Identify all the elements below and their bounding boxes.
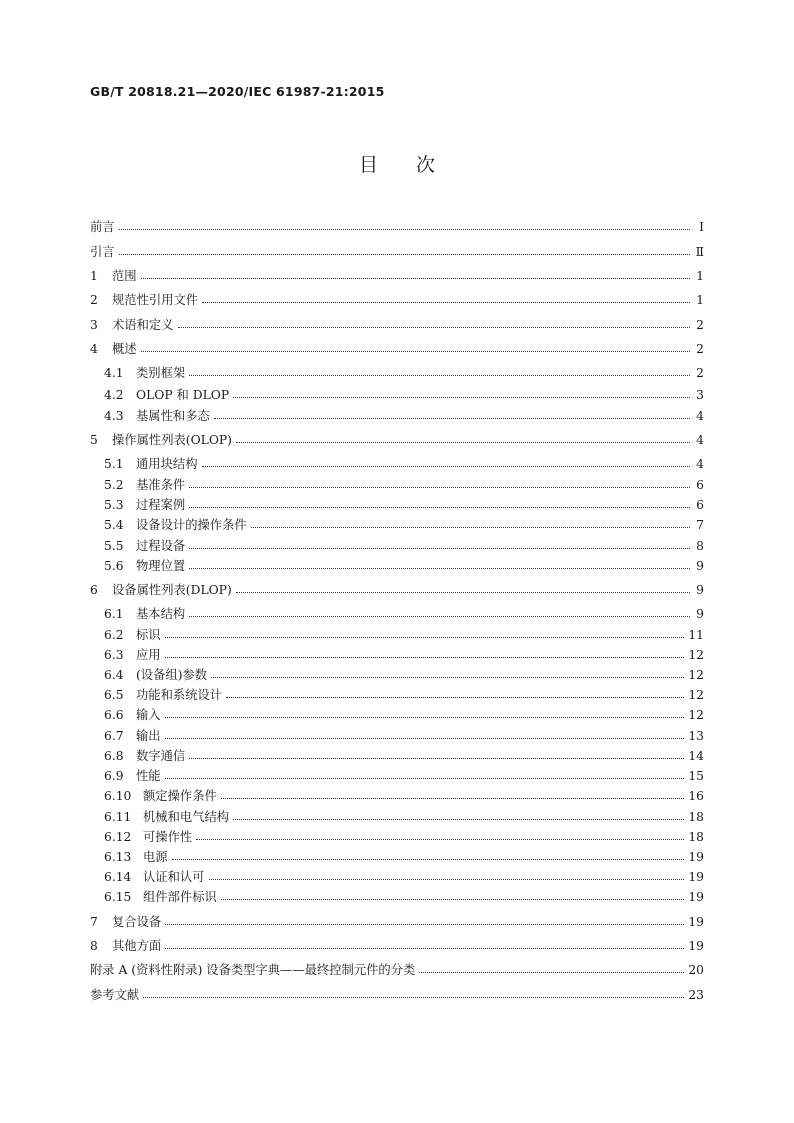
toc-entry-number: 6.3 xyxy=(104,648,124,662)
toc-leader-dots xyxy=(178,327,691,328)
toc-entry-number: 6.15 xyxy=(104,890,132,904)
toc-entry-title: 过程设备 xyxy=(136,539,186,553)
toc-entry-number: 3 xyxy=(90,318,98,332)
toc-entry-page: 12 xyxy=(688,688,704,702)
toc-entry[interactable] xyxy=(90,937,704,955)
toc-entry-number: 6.10 xyxy=(104,789,132,803)
toc-entry[interactable] xyxy=(90,581,704,599)
toc-entry-number: 5 xyxy=(90,433,98,447)
toc-leader-dots xyxy=(189,375,690,376)
toc-entry-number: 5.1 xyxy=(104,457,124,471)
toc-entry[interactable] xyxy=(104,557,704,575)
toc-entry-title: 其他方面 xyxy=(112,939,162,953)
toc-leader-dots xyxy=(165,657,685,658)
toc-entry[interactable] xyxy=(104,666,704,684)
toc-entry-page: 13 xyxy=(688,729,704,743)
toc-entry[interactable] xyxy=(104,706,704,724)
toc-entry[interactable] xyxy=(90,431,704,449)
toc-entry-title: 标识 xyxy=(136,628,161,642)
toc-entry-number: 6.12 xyxy=(104,830,132,844)
toc-leader-dots xyxy=(189,548,690,549)
toc-entry[interactable] xyxy=(104,787,704,805)
toc-entry-title: 应用 xyxy=(136,648,161,662)
toc-entry-number: 4 xyxy=(90,342,98,356)
toc-leader-dots xyxy=(226,697,684,698)
toc-leader-dots xyxy=(165,924,684,925)
toc-entry-number: 6.4 xyxy=(104,668,124,682)
toc-leader-dots xyxy=(236,592,690,593)
toc-leader-dots xyxy=(221,798,685,799)
toc-title: 目次 xyxy=(358,154,473,176)
toc-leader-dots xyxy=(233,397,690,398)
toc-entry-page: 2 xyxy=(696,318,704,332)
toc-entry[interactable] xyxy=(90,986,704,1004)
toc-leader-dots xyxy=(189,758,684,759)
toc-leader-dots xyxy=(236,442,690,443)
toc-entry-title: 设备属性列表(DLOP) xyxy=(112,583,232,597)
toc-leader-dots xyxy=(119,229,690,230)
toc-entry-page: 4 xyxy=(696,457,704,471)
toc-entry-number: 6.13 xyxy=(104,850,132,864)
toc-leader-dots xyxy=(165,778,685,779)
toc-entry-page: Ⅰ xyxy=(699,220,704,234)
toc-entry[interactable] xyxy=(104,727,704,745)
toc-entry-page: 9 xyxy=(696,607,704,621)
toc-entry[interactable] xyxy=(104,476,704,494)
toc-entry[interactable] xyxy=(104,848,704,866)
toc-entry[interactable] xyxy=(90,340,704,358)
toc-entry-title: 功能和系统设计 xyxy=(136,688,223,702)
toc-leader-dots xyxy=(189,568,690,569)
toc-entry[interactable] xyxy=(104,537,704,555)
toc-entry-title: 引言 xyxy=(90,245,115,259)
toc-entry-page: 19 xyxy=(688,850,704,864)
toc-entry-page: 18 xyxy=(688,830,704,844)
toc-entry-page: 6 xyxy=(696,478,704,492)
toc-entry[interactable] xyxy=(90,316,704,334)
toc-leader-dots xyxy=(165,948,684,949)
toc-entry-page: 16 xyxy=(688,789,704,803)
toc-leader-dots xyxy=(233,819,684,820)
toc-entry-title: 类别框架 xyxy=(136,366,186,380)
toc-leader-dots xyxy=(141,278,690,279)
toc-entry-page: 9 xyxy=(696,583,704,597)
toc-entry-title: 术语和定义 xyxy=(112,318,174,332)
toc-leader-dots xyxy=(419,972,684,973)
toc-entry-number: 5.6 xyxy=(104,559,124,573)
toc-entry-page: 2 xyxy=(696,366,704,380)
toc-entry-title: 可操作性 xyxy=(143,830,193,844)
toc-entry-page: 15 xyxy=(688,769,704,783)
toc-entry-number: 6 xyxy=(90,583,98,597)
toc-entry-number: 6.8 xyxy=(104,749,124,763)
toc-entry-number: 6.11 xyxy=(104,810,132,824)
toc-leader-dots xyxy=(221,899,685,900)
toc-entry[interactable] xyxy=(104,808,704,826)
toc-entry-title: 输入 xyxy=(136,708,161,722)
toc-entry-title: 概述 xyxy=(112,342,137,356)
toc-entry-title: 附录 A (资料性附录) 设备类型字典——最终控制元件的分类 xyxy=(90,963,416,977)
toc-entry-title: 基属性和多态 xyxy=(136,409,210,423)
toc-entry-number: 8 xyxy=(90,939,98,953)
toc-entry-page: 4 xyxy=(696,433,704,447)
toc-entry-title: 基准条件 xyxy=(136,478,186,492)
toc-entry-title: 认证和认可 xyxy=(143,870,205,884)
toc-entry-page: 12 xyxy=(688,668,704,682)
toc-entry-page: 19 xyxy=(688,915,704,929)
toc-entry-page: 7 xyxy=(696,518,704,532)
toc-leader-dots xyxy=(119,254,690,255)
toc-entry-number: 2 xyxy=(90,293,98,307)
toc-entry[interactable] xyxy=(90,291,704,309)
toc-entry-page: 11 xyxy=(688,628,704,642)
toc-leader-dots xyxy=(209,879,685,880)
toc-entry-number: 6.2 xyxy=(104,628,124,642)
toc-entry-title: 通用块结构 xyxy=(136,457,198,471)
toc-entry-page: 14 xyxy=(688,749,704,763)
toc-entry-page: 4 xyxy=(696,409,704,423)
toc-entry[interactable] xyxy=(90,913,704,931)
toc-entry-page: 23 xyxy=(688,988,704,1002)
toc-entry-title: 物理位置 xyxy=(136,559,186,573)
toc-entry-page: 1 xyxy=(696,293,704,307)
toc-entry-page: 19 xyxy=(688,870,704,884)
toc-entry-title: 复合设备 xyxy=(112,915,162,929)
toc-entry-title: 规范性引用文件 xyxy=(112,293,199,307)
toc-leader-dots xyxy=(202,466,691,467)
toc-entry[interactable] xyxy=(104,386,704,404)
toc-entry[interactable] xyxy=(104,455,704,473)
toc-entry-page: 1 xyxy=(696,269,704,283)
toc-entry-page: 12 xyxy=(688,648,704,662)
toc-entry-number: 4.1 xyxy=(104,366,124,380)
toc-entry-number: 7 xyxy=(90,915,98,929)
toc-entry-title: 额定操作条件 xyxy=(143,789,217,803)
toc-entry-title: 机械和电气结构 xyxy=(143,810,230,824)
toc-entry[interactable] xyxy=(90,243,704,261)
toc-leader-dots xyxy=(165,717,685,718)
toc-entry-number: 4.3 xyxy=(104,409,124,423)
toc-entry-page: 20 xyxy=(688,963,704,977)
toc-entry[interactable] xyxy=(104,888,704,906)
toc-entry-number: 5.2 xyxy=(104,478,124,492)
toc-leader-dots xyxy=(251,527,690,528)
toc-entry-title: 范围 xyxy=(112,269,137,283)
toc-entry[interactable] xyxy=(104,605,704,623)
toc-entry-page: 19 xyxy=(688,890,704,904)
toc-entry[interactable] xyxy=(104,516,704,534)
toc-leader-dots xyxy=(189,507,690,508)
toc-entry-page: 18 xyxy=(688,810,704,824)
toc-entry[interactable] xyxy=(90,961,704,979)
toc-leader-dots xyxy=(211,677,684,678)
toc-entry-title: (设备组)参数 xyxy=(136,668,208,682)
toc-entry-title: 基本结构 xyxy=(136,607,186,621)
toc-entry[interactable] xyxy=(104,767,704,785)
toc-leader-dots xyxy=(143,997,684,998)
toc-entry[interactable] xyxy=(104,646,704,664)
toc-entry-title: 性能 xyxy=(136,769,161,783)
toc-entry-number: 6.7 xyxy=(104,729,124,743)
toc-entry-number: 6.9 xyxy=(104,769,124,783)
toc-entry-title: 前言 xyxy=(90,220,115,234)
toc-entry-title: 设备设计的操作条件 xyxy=(136,518,247,532)
toc-entry-title: OLOP 和 DLOP xyxy=(136,388,230,402)
toc-entry-number: 6.5 xyxy=(104,688,124,702)
toc-entry-page: Ⅱ xyxy=(695,245,704,259)
toc-entry-page: 19 xyxy=(688,939,704,953)
toc-entry-title: 数字通信 xyxy=(136,749,186,763)
toc-entry-title: 操作属性列表(OLOP) xyxy=(112,433,232,447)
toc-entry-page: 3 xyxy=(696,388,704,402)
toc-leader-dots xyxy=(141,351,690,352)
toc-entry-title: 电源 xyxy=(143,850,168,864)
toc-leader-dots xyxy=(196,839,684,840)
toc-leader-dots xyxy=(165,637,685,638)
toc-entry-number: 6.14 xyxy=(104,870,132,884)
toc-entry-page: 8 xyxy=(696,539,704,553)
toc-entry[interactable] xyxy=(104,868,704,886)
toc-leader-dots xyxy=(202,302,690,303)
standard-code: GB/T 20818.21—2020/IEC 61987-21:2015 xyxy=(90,84,385,99)
toc-entry-title: 参考文献 xyxy=(90,988,140,1002)
toc-entry-number: 5.5 xyxy=(104,539,124,553)
toc-entry[interactable] xyxy=(104,407,704,425)
toc-entry[interactable] xyxy=(104,828,704,846)
toc-leader-dots xyxy=(214,418,690,419)
toc-entry[interactable] xyxy=(104,686,704,704)
toc-entry-number: 6.6 xyxy=(104,708,124,722)
toc-leader-dots xyxy=(189,487,690,488)
toc-entry-title: 组件部件标识 xyxy=(143,890,217,904)
toc-entry-page: 2 xyxy=(696,342,704,356)
toc-entry-number: 5.3 xyxy=(104,498,124,512)
toc-leader-dots xyxy=(165,738,685,739)
toc-leader-dots xyxy=(172,859,685,860)
toc-entry[interactable] xyxy=(104,364,704,382)
toc-entry[interactable] xyxy=(104,626,704,644)
toc-entry[interactable] xyxy=(104,747,704,765)
toc-entry[interactable] xyxy=(90,267,704,285)
toc-entry-page: 12 xyxy=(688,708,704,722)
toc-entry-number: 1 xyxy=(90,269,98,283)
toc-entry-title: 输出 xyxy=(136,729,161,743)
toc-entry-number: 5.4 xyxy=(104,518,124,532)
toc-entry[interactable] xyxy=(90,218,704,236)
toc-entry[interactable] xyxy=(104,496,704,514)
toc-leader-dots xyxy=(189,616,690,617)
toc-entry-page: 9 xyxy=(696,559,704,573)
toc-entry-number: 4.2 xyxy=(104,388,124,402)
toc-entry-title: 过程案例 xyxy=(136,498,186,512)
toc-entry-number: 6.1 xyxy=(104,607,124,621)
toc-entry-page: 6 xyxy=(696,498,704,512)
